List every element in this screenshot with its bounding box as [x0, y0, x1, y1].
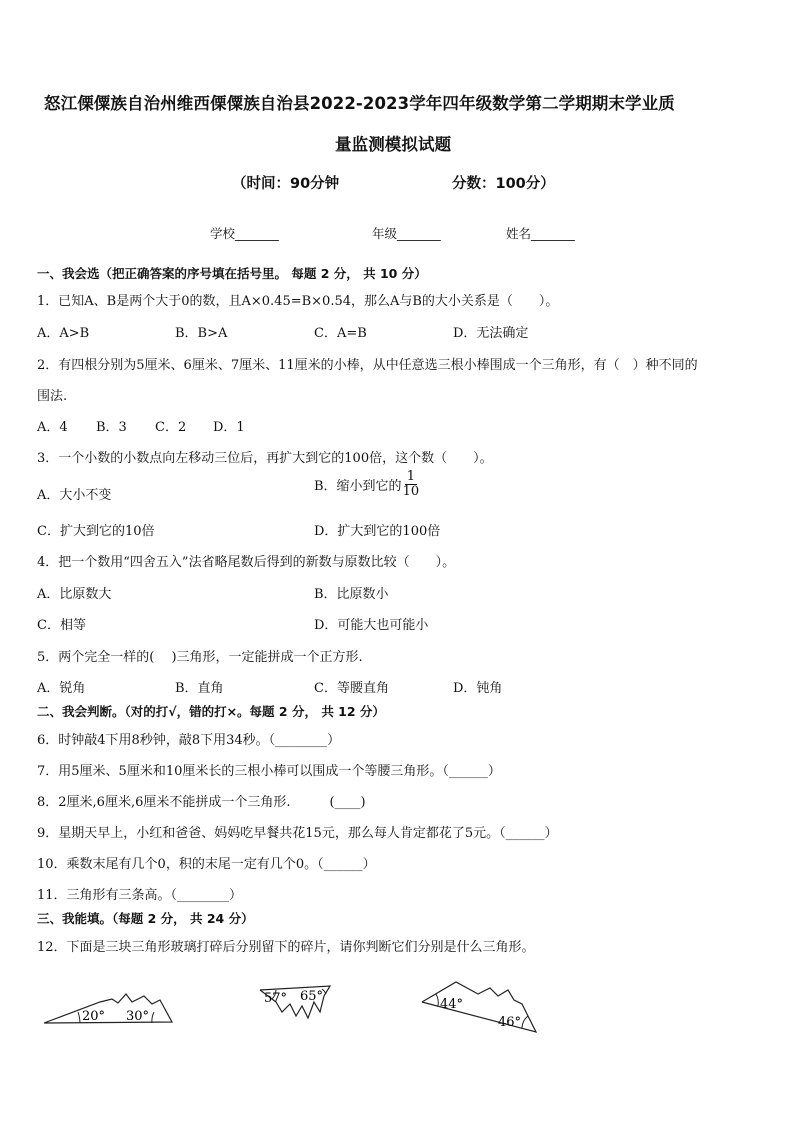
- fraction-one-tenth: [403, 470, 420, 499]
- q4-option-a[interactable]: A．比原数大: [37, 587, 112, 602]
- q5-option-c[interactable]: C．等腰直角: [314, 681, 389, 696]
- section-1-title: 一、我会选（把正确答案的序号填在括号里。 每题 2 分， 共 10 分）: [37, 266, 427, 281]
- q1-option-d[interactable]: D．无法确定: [453, 326, 529, 341]
- fig3-angle-top: 44°: [440, 997, 464, 1012]
- fig3-angle-bottom: 46°: [498, 1015, 522, 1030]
- q2-option-c[interactable]: C．2: [155, 420, 187, 435]
- q4-option-c[interactable]: C．相等: [37, 618, 86, 633]
- q2-option-d[interactable]: D．1: [213, 420, 245, 435]
- question-11: 11．三角形有三条高。（________）: [37, 888, 243, 903]
- glass-fragment-2: [256, 980, 336, 1028]
- question-2-line-1: 2．有四根分别为5厘米、6厘米、7厘米、11厘米的小棒，从中任意选三根小棒围成一个三角形，有（ ）种不同的: [37, 358, 698, 373]
- title-line-2: 量监测模拟试题: [335, 135, 452, 154]
- question-10: 10．乘数末尾有几个0，积的末尾一定有几个0。（______）: [37, 857, 376, 872]
- q3-option-d[interactable]: D．扩大到它的100倍: [314, 524, 441, 539]
- question-6: 6．时钟敲4下用8秒钟，敲8下用34秒。（________）: [37, 733, 341, 748]
- question-4: 4．把一个数用“四舍五入”法省略尾数后得到的新数与原数比较（ ）。: [37, 555, 456, 570]
- question-7: 7．用5厘米、5厘米和10厘米长的三根小棒可以围成一个等腰三角形。（______）: [37, 764, 501, 779]
- fig1-angle-right: 30°: [126, 1009, 150, 1024]
- fig2-angle-right: 65°: [300, 989, 324, 1004]
- q3-option-b[interactable]: [314, 470, 419, 499]
- q5-option-a[interactable]: A．锐角: [37, 681, 86, 696]
- question-8: 8．2厘米,6厘米,6厘米不能拼成一个三角形. (____): [37, 795, 366, 810]
- fraction-numerator: 1: [406, 469, 415, 484]
- glass-fragment-1: [40, 990, 180, 1030]
- glass-fragment-3: [418, 978, 542, 1036]
- question-2-line-2: 围法.: [37, 389, 68, 404]
- fig2-angle-left: 57°: [264, 991, 288, 1006]
- q5-option-b[interactable]: B．直角: [175, 681, 224, 696]
- q5-option-d[interactable]: D．钝角: [453, 681, 503, 696]
- question-9: 9．星期天早上，小红和爸爸、妈妈吃早餐共花15元，那么每人肯定都花了5元。（______）: [37, 826, 558, 841]
- section-3-title: 三、我能填。（每题 2 分， 共 24 分）: [37, 911, 254, 926]
- fig1-angle-left: 20°: [82, 1009, 106, 1024]
- question-12: 12．下面是三块三角形玻璃打碎后分别留下的碎片，请你判断它们分别是什么三角形。: [37, 940, 535, 955]
- q1-option-c[interactable]: C．A=B: [314, 326, 367, 341]
- title-line-1: 怒江傈僳族自治州维西傈僳族自治县2022-2023学年四年级数学第二学期期末学业质: [44, 94, 675, 113]
- school-field[interactable]: 学校_______: [210, 226, 279, 241]
- exam-time: （时间：90分钟: [232, 176, 340, 192]
- q4-option-b[interactable]: B．比原数小: [314, 587, 389, 602]
- q1-option-b[interactable]: B．B>A: [175, 326, 228, 341]
- grade-field[interactable]: 年级_______: [372, 226, 441, 241]
- q4-option-d[interactable]: D．可能大也可能小: [314, 618, 429, 633]
- q3-option-b-label: B．缩小到它的: [314, 479, 402, 494]
- fraction-denominator: 10: [402, 484, 420, 499]
- q2-option-b[interactable]: B．3: [96, 420, 127, 435]
- q1-option-a[interactable]: A．A>B: [37, 326, 90, 341]
- q3-option-a[interactable]: A．大小不变: [37, 488, 112, 503]
- q3-option-c[interactable]: C．扩大到它的10倍: [37, 524, 155, 539]
- section-2-title: 二、我会判断。（对的打√，错的打×。每题 2 分， 共 12 分）: [37, 704, 385, 719]
- question-3: 3．一个小数的小数点向左移动三位后，再扩大到它的100倍，这个数（ ）。: [37, 451, 493, 466]
- q2-option-a[interactable]: A．4: [37, 420, 68, 435]
- exam-score: 分数：100分）: [452, 176, 555, 192]
- question-1: 1．已知A、B是两个大于0的数，且A×0.45=B×0.54，那么A与B的大小关系是（ ）。: [37, 294, 559, 309]
- name-field[interactable]: 姓名_______: [506, 226, 575, 241]
- question-5: 5．两个完全一样的( )三角形，一定能拼成一个正方形.: [37, 650, 363, 665]
